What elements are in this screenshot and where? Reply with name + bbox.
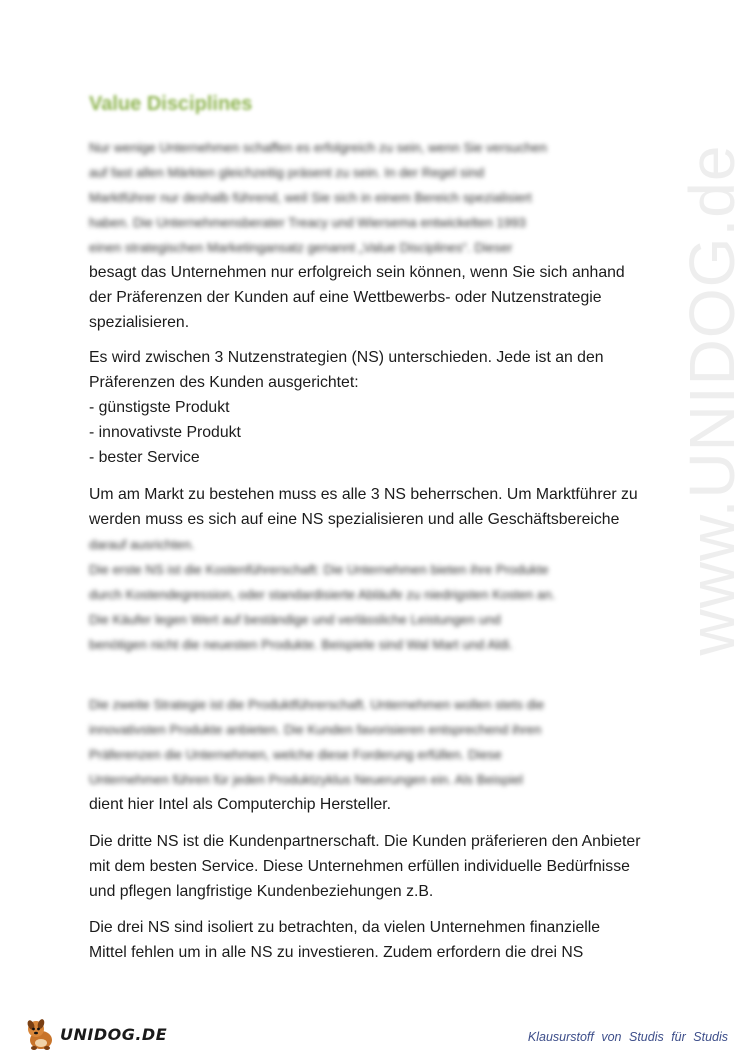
text-line: dient hier Intel als Computerchip Hersteller.	[89, 796, 392, 813]
dog-mascot-icon	[22, 1016, 58, 1052]
blurred-text-line: Die Käufer legen Wert auf beständige und verlässliche Leistungen und	[89, 612, 501, 627]
text-line: spezialisieren.	[89, 314, 190, 331]
blurred-text-line: darauf ausrichten.	[89, 537, 195, 552]
blurred-text-line: Unternehmen führen für jeden Produktzyklus Neuerungen ein. Als Beispiel	[89, 772, 523, 787]
text-line: Es wird zwischen 3 Nutzenstrategien (NS) unterschieden. Jede ist an den	[89, 349, 604, 366]
paragraph-1	[89, 135, 669, 335]
paragraph-5	[89, 829, 669, 904]
page-title: Value Disciplines	[89, 93, 253, 115]
paragraph-2	[89, 345, 669, 470]
text-line: besagt das Unternehmen nur erfolgreich sein können, wenn Sie sich anhand	[89, 264, 625, 281]
blurred-text-line: Die zweite Strategie ist die Produktführerschaft. Unternehmen wollen stets die	[89, 697, 545, 712]
paragraph-4	[89, 692, 669, 817]
text-line: werden muss es sich auf eine NS spezialisieren und alle Geschäftsbereiche	[89, 511, 620, 528]
blurred-text-line: benötigen nicht die neuesten Produkte. Beispiele sind Wal Mart und Aldi.	[89, 637, 513, 652]
blurred-text-line: Marktführer nur deshalb führend, weil Sie sich in einem Bereich spezialisiert	[89, 190, 532, 205]
blurred-text-line: haben. Die Unternehmensberater Treacy und Wiersema entwickelten 1993	[89, 215, 526, 230]
blurred-text-line: Die erste NS ist die Kostenführerschaft: Die Unternehmen bieten ihre Produkte	[89, 562, 549, 577]
footer-slogan: Klausurstoff von Studis für Studis	[527, 1030, 728, 1044]
blurred-text-line: innovativsten Produkte anbieten. Die Kunden favorisieren entsprechend ihren	[89, 722, 542, 737]
blurred-text-line: Nur wenige Unternehmen schaffen es erfolgreich zu sein, wenn Sie versuchen	[89, 140, 547, 155]
logo-text: UNIDOG.DE	[60, 1024, 168, 1044]
paragraph-6	[89, 915, 669, 965]
text-line: mit dem besten Service. Diese Unternehmen erfüllen individuelle Bedürfnisse	[89, 858, 630, 875]
watermark: www.UNIDOG.de	[676, 144, 748, 656]
list-item: - bester Service	[89, 449, 200, 466]
text-line: und pflegen langfristige Kundenbeziehungen z.B.	[89, 883, 434, 900]
text-line: Mittel fehlen um in alle NS zu investieren. Zudem erfordern die drei NS	[89, 944, 584, 961]
footer-logo[interactable]	[22, 1016, 167, 1052]
text-line: der Präferenzen der Kunden auf eine Wettbewerbs- oder Nutzenstrategie	[89, 289, 602, 306]
list-item: - günstigste Produkt	[89, 399, 230, 416]
blurred-text-line: durch Kostendegression, oder standardisierte Abläufe zu niedrigsten Kosten an.	[89, 587, 556, 602]
text-line: Die drei NS sind isoliert zu betrachten, da vielen Unternehmen finanzielle	[89, 919, 601, 936]
text-line: Die dritte NS ist die Kundenpartnerschaft. Die Kunden präferieren den Anbieter	[89, 833, 641, 850]
blurred-text-line: einen strategischen Marketingansatz genannt „Value Disciplines“. Dieser	[89, 240, 513, 255]
text-line: Um am Markt zu bestehen muss es alle 3 NS beherrschen. Um Marktführer zu	[89, 486, 638, 503]
paragraph-3	[89, 482, 669, 657]
list-item: - innovativste Produkt	[89, 424, 241, 441]
text-line: Präferenzen des Kunden ausgerichtet:	[89, 374, 359, 391]
blurred-text-line: auf fast allen Märkten gleichzeitig präsent zu sein. In der Regel sind	[89, 165, 485, 180]
blurred-text-line: Präferenzen die Unternehmen, welche diese Forderung erfüllen. Diese	[89, 747, 502, 762]
